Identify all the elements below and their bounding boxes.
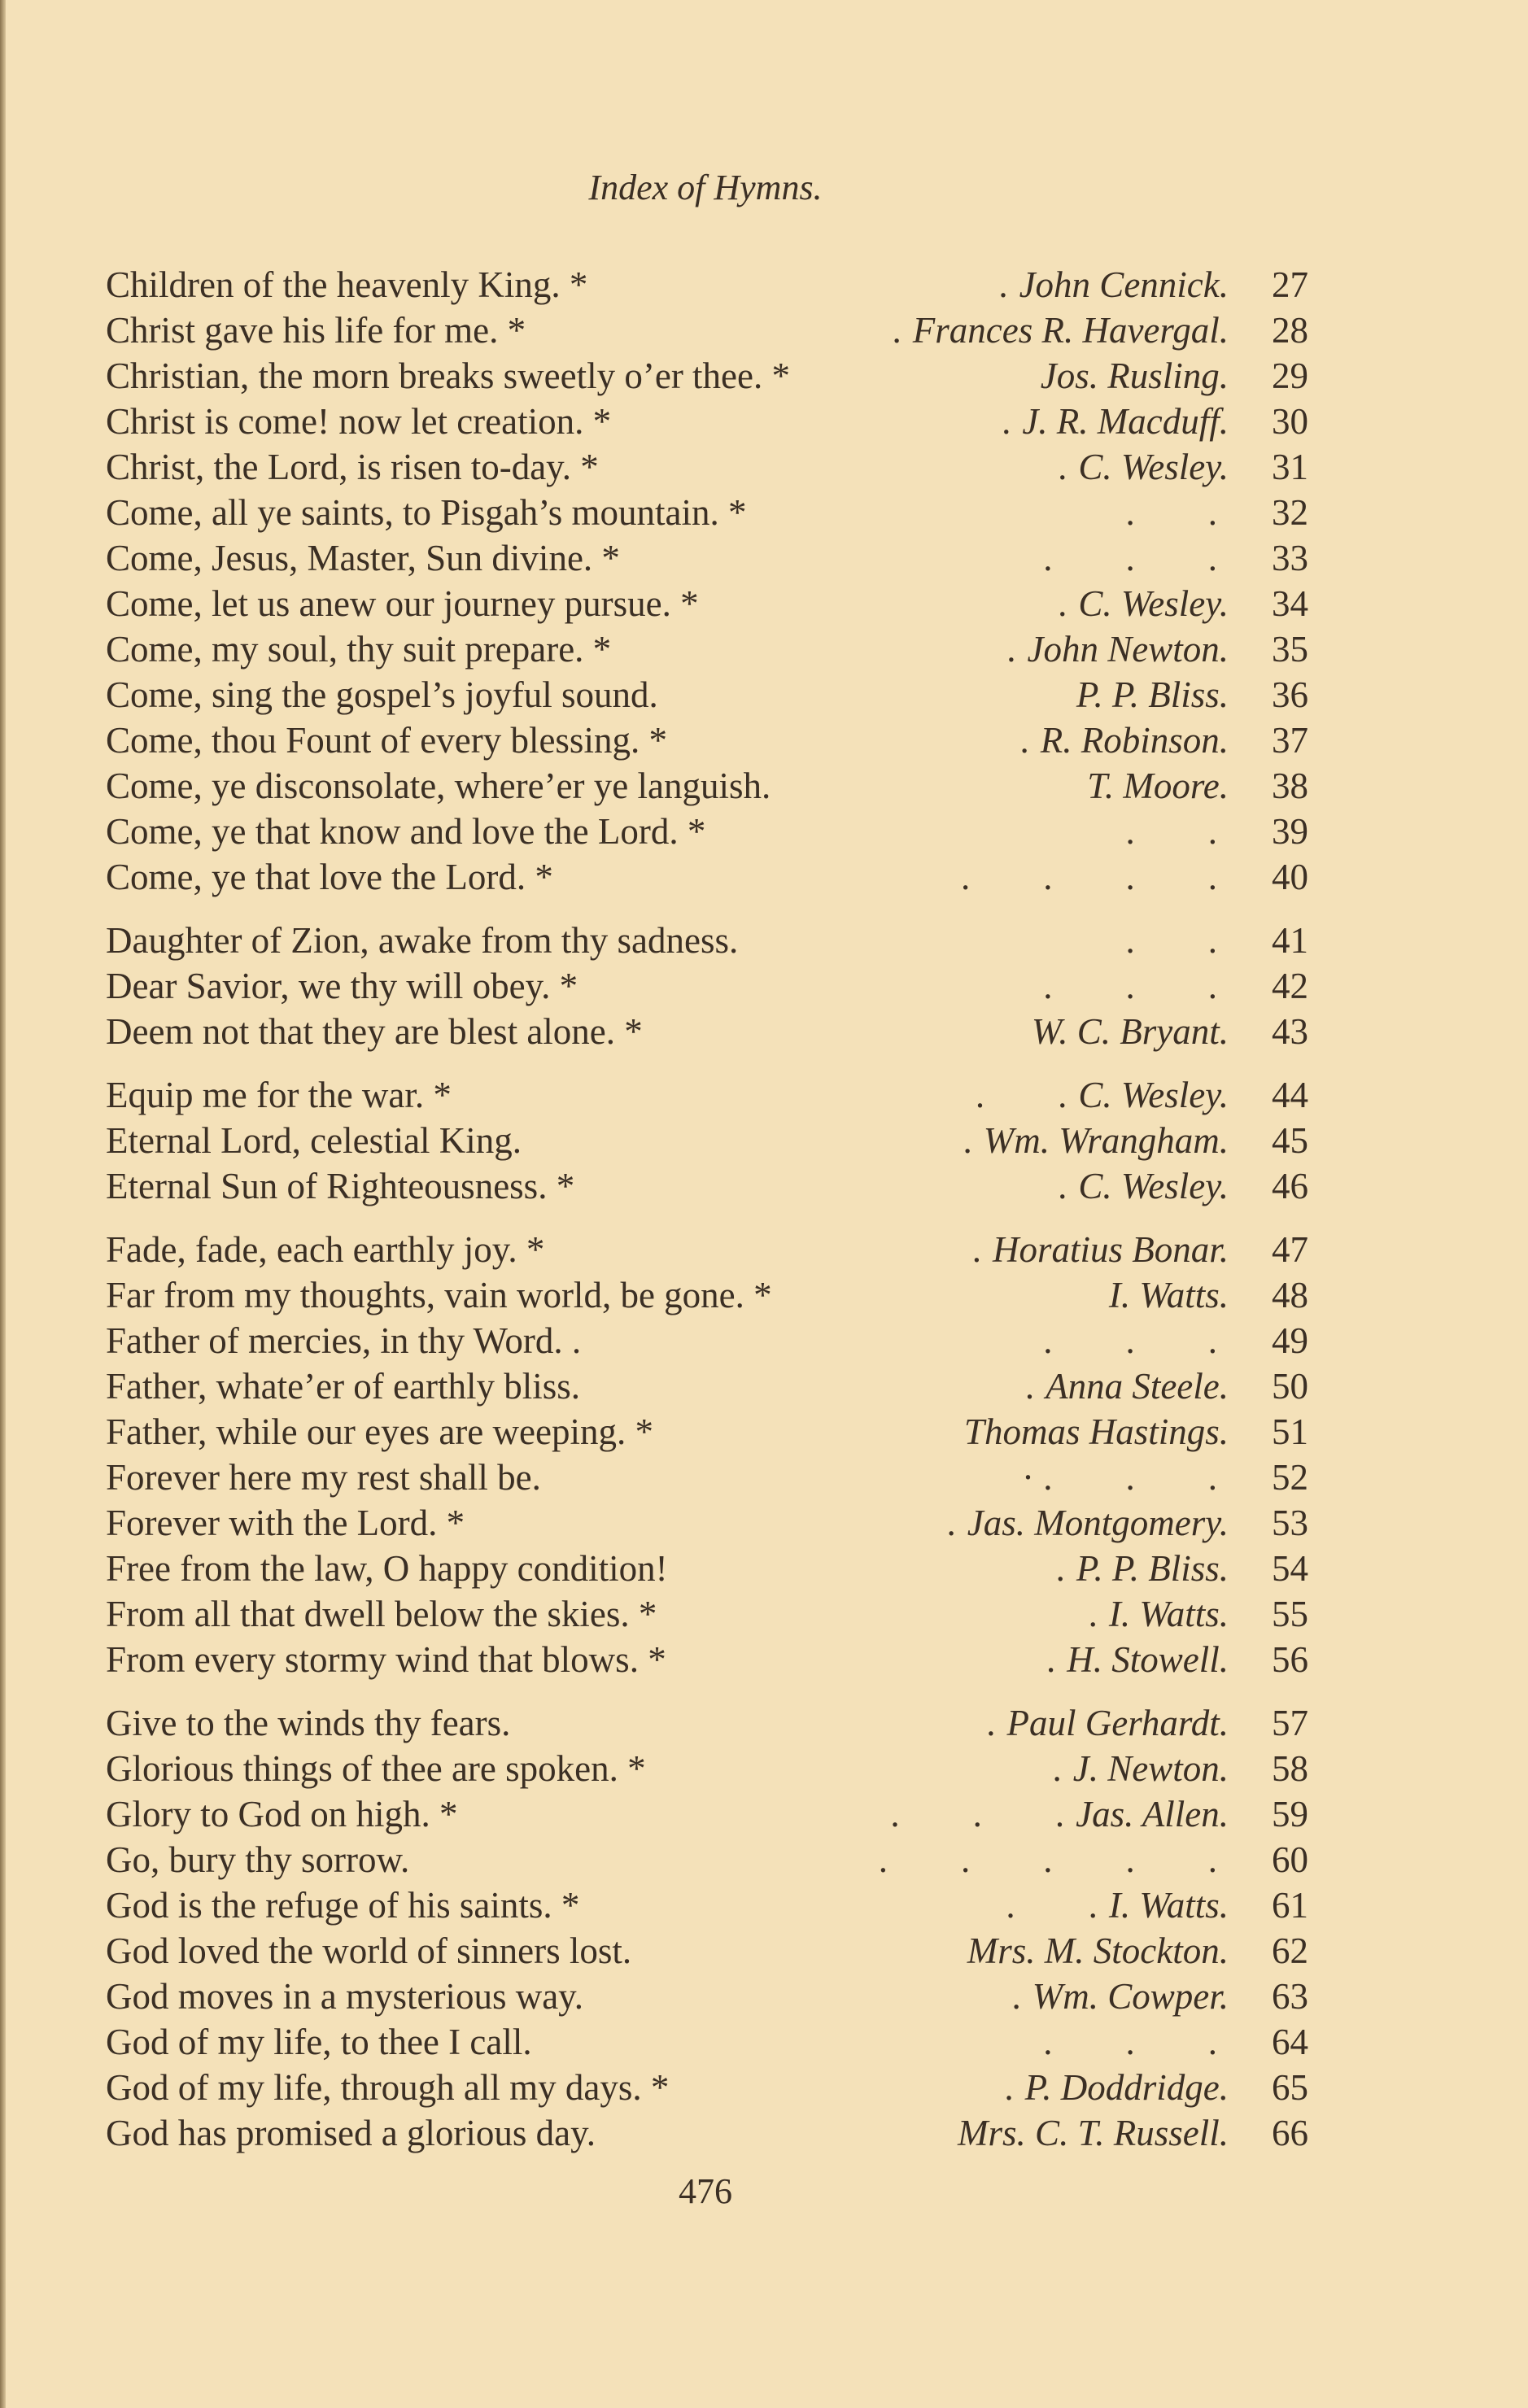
attribution [409, 1837, 1235, 1882]
hymn-entry [106, 1928, 1308, 1974]
hymn-title: Glory to God on high. * [106, 1794, 458, 1834]
hymn-entry [106, 672, 1308, 718]
dot-leader: . . . [1043, 538, 1217, 578]
hymn-number: 46 [1272, 1166, 1308, 1206]
hymn-entry [106, 963, 1308, 1009]
hymn-entry [106, 1746, 1308, 1791]
hymn-number: 35 [1272, 629, 1308, 670]
hymn-entry [106, 809, 1308, 854]
hymn-entry [106, 1637, 1308, 1682]
hymn-author: R. Robinson. [1040, 720, 1229, 761]
hymn-number: 58 [1272, 1748, 1308, 1789]
dot-leader: . . . . [961, 857, 1217, 897]
hymn-title: Daughter of Zion, awake from thy sadness. [106, 920, 739, 961]
hymn-author: C. Wesley. [1078, 447, 1229, 487]
attribution [738, 918, 1235, 963]
hymn-number: 42 [1272, 966, 1308, 1006]
hymn-title: Come, my soul, thy suit prepare. * [106, 629, 612, 670]
dot-leader: . [971, 1229, 981, 1270]
hymn-title: Father, while our eyes are weeping. * [106, 1411, 653, 1452]
hymn-entry [106, 490, 1308, 535]
hymn-title: Father of mercies, in thy Word. . [106, 1320, 582, 1361]
hymn-title: Come, ye that know and love the Lord. * [106, 811, 706, 852]
hymn-title: Christ gave his life for me. * [106, 310, 526, 351]
dot-leader: . [963, 1120, 972, 1161]
hymn-author: P. Doddridge. [1024, 2067, 1229, 2108]
letter-group [106, 1700, 1308, 2156]
hymn-title: Christ is come! now let creation. * [106, 401, 612, 442]
hymn-number: 60 [1272, 1839, 1308, 1880]
attribution [510, 1700, 1235, 1746]
hymn-entry [106, 1318, 1308, 1363]
hymn-number: 30 [1272, 401, 1308, 442]
hymn-title: Forever here my rest shall be. [106, 1457, 541, 1498]
hymn-entry [106, 1882, 1308, 1928]
hymn-number: 47 [1272, 1229, 1308, 1270]
attribution [790, 353, 1235, 399]
dot-leader: . [986, 1703, 996, 1743]
hymn-entry [106, 1272, 1308, 1318]
attribution [599, 444, 1235, 490]
hymn-number: 61 [1272, 1885, 1308, 1926]
hymn-author: I. Watts. [1108, 1594, 1229, 1634]
hymn-entry [106, 262, 1308, 308]
dot-leader: . . . [1043, 966, 1217, 1006]
dot-leader: . [1052, 1748, 1062, 1789]
dot-leader: . [1024, 1366, 1035, 1407]
hymn-author: Horatius Bonar. [992, 1229, 1229, 1270]
dot-leader: · . . . [1022, 1457, 1217, 1498]
hymn-entry [106, 2110, 1308, 2156]
page-title: Index of Hymns. [588, 168, 823, 207]
attribution [669, 2065, 1235, 2110]
attribution [580, 1363, 1235, 1409]
attribution [579, 1882, 1235, 1928]
hymn-number: 49 [1272, 1320, 1308, 1361]
hymn-title: From all that dwell below the skies. * [106, 1594, 657, 1634]
hymn-author: John Cennick. [1019, 264, 1229, 305]
attribution [667, 718, 1235, 763]
hymn-author: Paul Gerhardt. [1006, 1703, 1229, 1743]
attribution [532, 2019, 1235, 2065]
hymn-title: From every stormy wind that blows. * [106, 1639, 666, 1680]
hymn-entry [106, 1837, 1308, 1882]
hymn-title: Equip me for the war. * [106, 1075, 452, 1115]
hymn-number: 27 [1272, 264, 1308, 305]
hymn-entry [106, 535, 1308, 581]
hymn-number: 57 [1272, 1703, 1308, 1743]
dot-leader: . . [1006, 1885, 1098, 1926]
hymn-title: Christian, the morn breaks sweetly o’er thee. * [106, 356, 791, 396]
attribution [705, 809, 1235, 854]
hymn-author: Frances R. Havergal. [912, 310, 1229, 351]
attribution [458, 1791, 1236, 1837]
attribution [544, 1227, 1235, 1272]
hymn-number: 63 [1272, 1976, 1308, 2017]
dot-leader: . . [1125, 920, 1217, 961]
hymn-number: 36 [1272, 674, 1308, 715]
hymn-number: 62 [1272, 1930, 1308, 1971]
hymn-title: God of my life, to thee I call. [106, 2022, 532, 2062]
hymn-author: Wm. Cowper. [1032, 1976, 1229, 2017]
hymn-entry [106, 626, 1308, 672]
hymn-number: 34 [1272, 583, 1308, 624]
hymn-entry [106, 1455, 1308, 1500]
dot-leader: . . . [1043, 2022, 1217, 2062]
letter-group [106, 262, 1308, 900]
dot-leader: . [1058, 447, 1067, 487]
dot-leader: . . [975, 1075, 1067, 1115]
hymn-number: 65 [1272, 2067, 1308, 2108]
hymn-number: 40 [1272, 857, 1308, 897]
hymn-title: Fade, fade, each earthly joy. * [106, 1229, 545, 1270]
hymn-title: Children of the heavenly King. * [106, 264, 588, 305]
hymn-author: C. Wesley. [1078, 583, 1229, 624]
attribution [658, 672, 1235, 718]
hymn-number: 53 [1272, 1503, 1308, 1543]
hymn-title: God moves in a mysterious way. [106, 1976, 583, 2017]
dot-leader: . [1006, 629, 1016, 670]
hymn-title: Come, all ye saints, to Pisgah’s mountain. * [106, 492, 747, 533]
hymn-number: 43 [1272, 1011, 1308, 1052]
attribution [583, 1974, 1235, 2019]
hymn-title: God of my life, through all my days. * [106, 2067, 670, 2108]
hymn-entry [106, 308, 1308, 353]
hymn-author: Jas. Allen. [1076, 1794, 1229, 1834]
hymn-number: 48 [1272, 1275, 1308, 1315]
hymn-author: Mrs. M. Stockton. [967, 1930, 1229, 1971]
hymn-entry [106, 1409, 1308, 1455]
hymn-number: 41 [1272, 920, 1308, 961]
hymn-title: Give to the winds thy fears. [106, 1703, 511, 1743]
hymn-number: 64 [1272, 2022, 1308, 2062]
hymn-author: Mrs. C. T. Russell. [958, 2113, 1229, 2153]
hymn-author: Anna Steele. [1046, 1366, 1229, 1407]
hymn-title: Father, whate’er of earthly bliss. [106, 1366, 581, 1407]
hymn-author: C. Wesley. [1078, 1075, 1229, 1115]
attribution [699, 581, 1235, 626]
attribution [452, 1072, 1235, 1118]
attribution [526, 308, 1235, 353]
hymn-title: Come, sing the gospel’s joyful sound. [106, 674, 658, 715]
hymn-entry [106, 763, 1308, 809]
hymn-index-list [106, 262, 1308, 2156]
hymn-title: Come, thou Fount of every blessing. * [106, 720, 667, 761]
hymn-number: 51 [1272, 1411, 1308, 1452]
dot-leader: . [1058, 583, 1067, 624]
letter-group [106, 1072, 1308, 1209]
attribution [631, 1928, 1235, 1974]
hymn-title: Forever with the Lord. * [106, 1503, 465, 1543]
hymn-author: J. R. Macduff. [1022, 401, 1229, 442]
dot-leader: . [1058, 1166, 1067, 1206]
hymn-number: 54 [1272, 1548, 1308, 1589]
hymn-title: Far from my thoughts, vain world, be gone. * [106, 1275, 772, 1315]
hymn-entry [106, 918, 1308, 963]
letter-group [106, 1227, 1308, 1682]
hymn-number: 59 [1272, 1794, 1308, 1834]
attribution [620, 535, 1235, 581]
hymn-number: 28 [1272, 310, 1308, 351]
hymn-entry [106, 353, 1308, 399]
attribution [668, 1546, 1235, 1591]
attribution [653, 1409, 1235, 1455]
hymn-entry [106, 1546, 1308, 1591]
dot-leader: . [1088, 1594, 1098, 1634]
dot-leader: . [1046, 1639, 1056, 1680]
attribution [553, 854, 1235, 900]
hymn-entry [106, 1700, 1308, 1746]
hymn-author: Wm. Wrangham. [983, 1120, 1229, 1161]
hymn-author: H. Stowell. [1067, 1639, 1229, 1680]
dot-leader: . [998, 264, 1008, 305]
attribution [541, 1455, 1235, 1500]
dot-leader: . . [1125, 811, 1217, 852]
dot-leader: . [946, 1503, 956, 1543]
attribution [522, 1118, 1235, 1163]
hymn-entry [106, 1118, 1308, 1163]
dot-leader: . . . . . [878, 1839, 1217, 1880]
hymn-number: 44 [1272, 1075, 1308, 1115]
dot-leader: . . . [890, 1794, 1065, 1834]
hymn-author: W. C. Bryant. [1031, 1011, 1229, 1052]
hymn-number: 38 [1272, 766, 1308, 806]
attribution [581, 1318, 1235, 1363]
hymn-number: 39 [1272, 811, 1308, 852]
hymn-entry [106, 1363, 1308, 1409]
hymn-entry [106, 1974, 1308, 2019]
hymn-number: 31 [1272, 447, 1308, 487]
hymn-entry [106, 854, 1308, 900]
hymn-title: God loved the world of sinners lost. [106, 1930, 632, 1971]
dot-leader: . [892, 310, 902, 351]
hymn-title: Deem not that they are blest alone. * [106, 1011, 643, 1052]
hymn-author: I. Watts. [1108, 1275, 1229, 1315]
attribution [772, 1272, 1235, 1318]
hymn-title: God has promised a glorious day. [106, 2113, 596, 2153]
dot-leader: . [1019, 720, 1029, 761]
attribution [465, 1500, 1235, 1546]
hymn-author: Jos. Rusling. [1040, 356, 1229, 396]
hymn-author: John Newton. [1027, 629, 1229, 670]
hymn-entry [106, 718, 1308, 763]
hymn-number: 45 [1272, 1120, 1308, 1161]
hymn-title: Eternal Sun of Righteousness. * [106, 1166, 575, 1206]
hymn-entry [106, 399, 1308, 444]
hymn-author: P. P. Bliss. [1076, 674, 1229, 715]
hymn-title: God is the refuge of his saints. * [106, 1885, 580, 1926]
attribution [611, 399, 1235, 444]
hymn-author: T. Moore. [1087, 766, 1229, 806]
dot-leader: . . [1125, 492, 1217, 533]
hymn-number: 52 [1272, 1457, 1308, 1498]
hymn-number: 29 [1272, 356, 1308, 396]
hymn-number: 33 [1272, 538, 1308, 578]
page-binding-edge [0, 0, 6, 2408]
dot-leader: . [1055, 1548, 1065, 1589]
dot-leader: . . . [1043, 1320, 1217, 1361]
attribution [578, 963, 1235, 1009]
hymn-author: J. Newton. [1072, 1748, 1229, 1789]
hymn-title: Glorious things of thee are spoken. * [106, 1748, 646, 1789]
page-number: 476 [679, 2171, 732, 2211]
hymn-entry [106, 2019, 1308, 2065]
hymn-title: Go, bury thy sorrow. [106, 1839, 410, 1880]
attribution [643, 1009, 1235, 1054]
hymn-author: C. Wesley. [1078, 1166, 1229, 1206]
attribution [646, 1746, 1235, 1791]
hymn-title: Come, ye disconsolate, where’er ye languish. [106, 766, 771, 806]
hymn-title: Come, Jesus, Master, Sun divine. * [106, 538, 620, 578]
hymn-entry [106, 581, 1308, 626]
hymn-number: 56 [1272, 1639, 1308, 1680]
hymn-number: 37 [1272, 720, 1308, 761]
hymn-author: Jas. Montgomery. [967, 1503, 1229, 1543]
hymn-entry [106, 1791, 1308, 1837]
hymn-author: I. Watts. [1108, 1885, 1229, 1926]
hymn-title: Come, let us anew our journey pursue. * [106, 583, 699, 624]
hymn-number: 66 [1272, 2113, 1308, 2153]
dot-leader: . [1011, 1976, 1021, 2017]
attribution [587, 262, 1235, 308]
letter-group [106, 918, 1308, 1054]
hymn-title: Come, ye that love the Lord. * [106, 857, 553, 897]
attribution [611, 626, 1235, 672]
dot-leader: . [1004, 2067, 1014, 2108]
hymn-entry [106, 1227, 1308, 1272]
hymn-title: Dear Savior, we thy will obey. * [106, 966, 578, 1006]
dot-leader: . [1002, 401, 1011, 442]
hymn-entry [106, 2065, 1308, 2110]
hymn-number: 55 [1272, 1594, 1308, 1634]
hymn-title: Free from the law, O happy condition! [106, 1548, 668, 1589]
hymn-entry [106, 1009, 1308, 1054]
hymn-entry [106, 1072, 1308, 1118]
hymn-entry [106, 1163, 1308, 1209]
attribution [771, 763, 1235, 809]
attribution [596, 2110, 1235, 2156]
hymn-number: 50 [1272, 1366, 1308, 1407]
attribution [746, 490, 1235, 535]
hymn-entry [106, 1500, 1308, 1546]
attribution [666, 1637, 1235, 1682]
hymn-title: Eternal Lord, celestial King. [106, 1120, 522, 1161]
attribution [574, 1163, 1235, 1209]
hymn-author: Thomas Hastings. [963, 1411, 1229, 1452]
hymn-author: P. P. Bliss. [1076, 1548, 1229, 1589]
hymn-title: Christ, the Lord, is risen to-day. * [106, 447, 599, 487]
hymn-entry [106, 444, 1308, 490]
attribution [657, 1591, 1235, 1637]
hymn-entry [106, 1591, 1308, 1637]
hymn-number: 32 [1272, 492, 1308, 533]
